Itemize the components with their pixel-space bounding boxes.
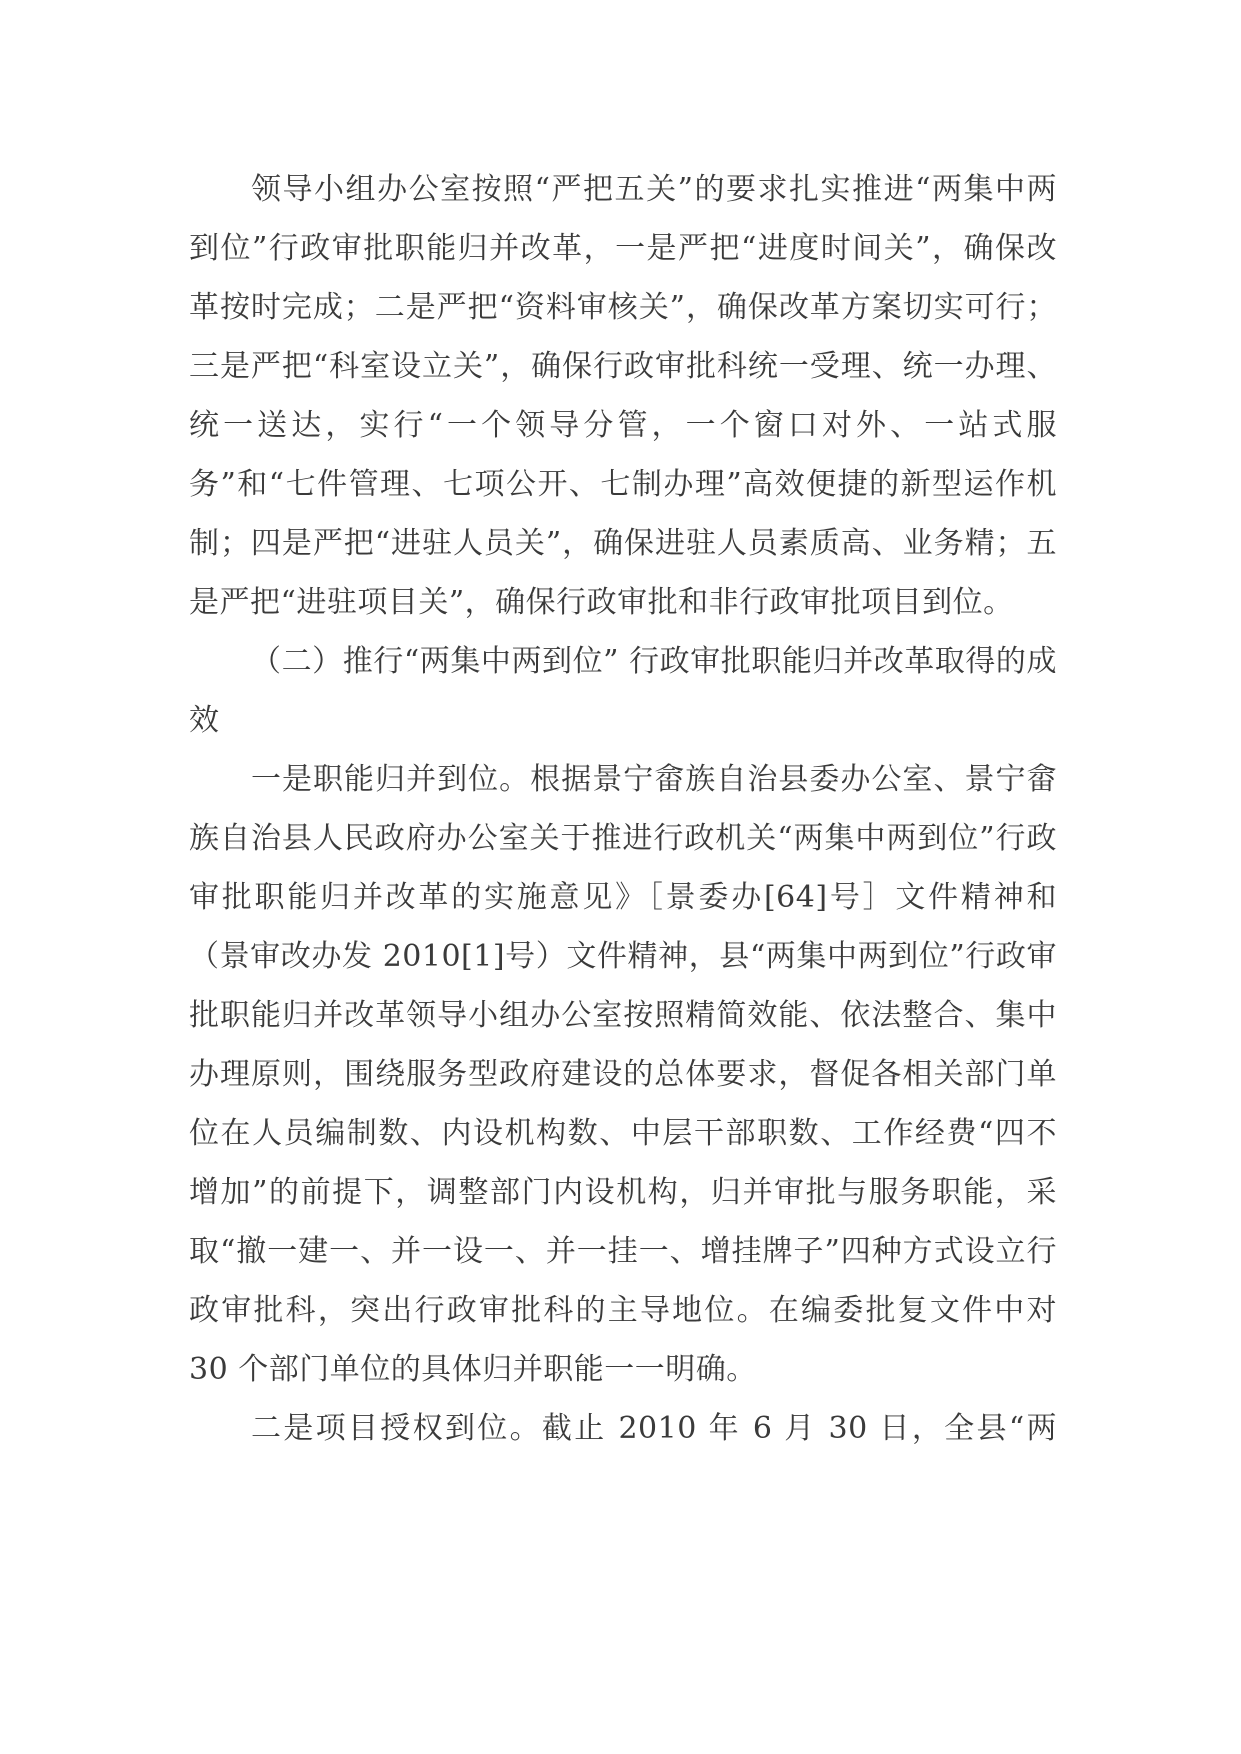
paragraph-five-checks: 领导小组办公室按照“严把五关”的要求扎实推进“两集中两到位”行政审批职能归并改革，一是严把“进度时间关”，确保改革按时完成；二是严把“资料审核关”，确保改革方案切实可行；三是严把“科室设立关”，确保行政审批科统一受理、统一办理、统一送达，实行“一个领导分管，一个窗口对外、一站式服务”和“七件管理、七项公开、七制办理”高效便捷的新型运作机制；四是严把“进驻人员关”，确保进驻人员素质高、业务精；五是严把“进驻项目关”，确保行政审批和非行政审批项目到位。 (189, 172, 1057, 620)
section-heading-results: （二）推行“两集中两到位” 行政审批职能归并改革取得的成效 (189, 644, 1057, 738)
paragraph-project-authorization: 二是项目授权到位。截止 2010 年 6 月 30 日，全县“两 (251, 1411, 1057, 1446)
paragraph-functions-merged: 一是职能归并到位。根据景宁畲族自治县委办公室、景宁畲族自治县人民政府办公室关于推进行政机关“两集中两到位”行政审批职能归并改革的实施意见》［景委办[64]号］文件精神和（景审改办发 2010[1]号）文件精神，县“两集中两到位”行政审批职能归并改革领导小组办公室按照精简效能、依法整合、集中办理原则，围绕服务型政府建设的总体要求，督促各相关部门单位在人员编制数、内设机构数、中层干部职数、工作经费“四不增加”的前提下，调整部门内设机构，归并审批与服务职能，采取“撤一建一、并一设一、并一挂一、增挂牌子”四种方式设立行政审批科，突出行政审批科的主导地位。在编委批复文件中对 30 个部门单位的具体归并职能一一明确。 (189, 762, 1057, 1387)
document-body (189, 160, 1057, 1458)
